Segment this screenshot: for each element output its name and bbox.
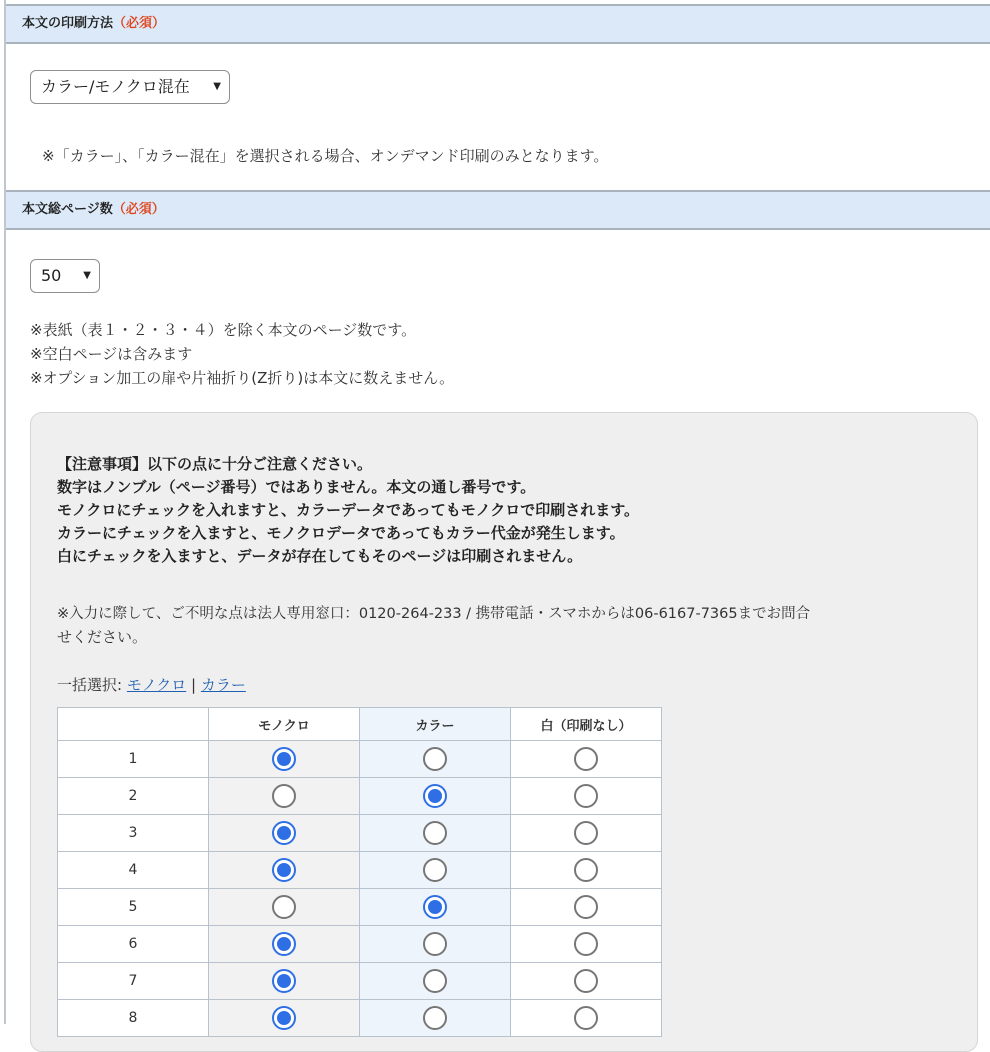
radio-cell-mono	[209, 852, 360, 889]
radio-cell-blank	[511, 889, 662, 926]
radio-mono[interactable]	[272, 895, 296, 919]
radio-mono[interactable]	[272, 932, 296, 956]
table-row	[58, 815, 662, 852]
radio-cell-color	[360, 1000, 511, 1037]
radio-cell-mono	[209, 778, 360, 815]
radio-color[interactable]	[423, 969, 447, 993]
radio-mono[interactable]	[272, 784, 296, 808]
page-number-cell: 4	[58, 852, 209, 889]
radio-cell-color	[360, 778, 511, 815]
radio-cell-blank	[511, 815, 662, 852]
caution-box	[30, 412, 978, 1052]
caution-line: カラーにチェックを入ますと、モノクロデータであってもカラー代金が発生します。	[57, 524, 625, 542]
radio-blank[interactable]	[574, 821, 598, 845]
bulk-select-label: 一括選択:	[57, 676, 127, 694]
radio-cell-mono	[209, 963, 360, 1000]
radio-mono[interactable]	[272, 821, 296, 845]
chevron-down-icon: ▼	[213, 81, 221, 92]
page-number-cell: 2	[58, 778, 209, 815]
page-number-cell: 7	[58, 963, 209, 1000]
radio-cell-color	[360, 815, 511, 852]
print-method-select[interactable]	[30, 70, 230, 104]
radio-cell-color	[360, 926, 511, 963]
radio-color[interactable]	[423, 932, 447, 956]
radio-cell-mono	[209, 1000, 360, 1037]
radio-color[interactable]	[423, 1006, 447, 1030]
radio-cell-mono	[209, 815, 360, 852]
bulk-select-separator: |	[186, 676, 201, 694]
page-number-cell: 5	[58, 889, 209, 926]
bulk-select-color-link[interactable]: カラー	[200, 676, 246, 694]
radio-cell-blank	[511, 926, 662, 963]
radio-cell-mono	[209, 926, 360, 963]
required-mark: （必須）	[113, 16, 166, 31]
radio-blank[interactable]	[574, 969, 598, 993]
table-row	[58, 852, 662, 889]
radio-cell-color	[360, 889, 511, 926]
caution-heading: 【注意事項】以下の点に十分ご注意ください。	[57, 455, 373, 473]
print-method-select-value: カラー/モノクロ混在	[41, 77, 190, 96]
radio-color[interactable]	[423, 858, 447, 882]
page-count-note-3: ※オプション加工の扉や片袖折り(Z折り)は本文に数えません。	[30, 369, 455, 387]
radio-cell-mono	[209, 889, 360, 926]
radio-cell-color	[360, 741, 511, 778]
contact-note-line-2: せください。	[57, 628, 148, 646]
radio-cell-color	[360, 963, 511, 1000]
table-row	[58, 926, 662, 963]
radio-blank[interactable]	[574, 932, 598, 956]
radio-blank[interactable]	[574, 1006, 598, 1030]
page-number-cell: 6	[58, 926, 209, 963]
section-title: 本文の印刷方法	[22, 16, 114, 31]
header-blank: 白（印刷なし）	[511, 708, 662, 741]
header-mono: モノクロ	[209, 708, 360, 741]
radio-blank[interactable]	[574, 784, 598, 808]
radio-cell-blank	[511, 852, 662, 889]
table-row	[58, 778, 662, 815]
print-method-note: ※「カラー」、「カラー混在」を選択される場合、オンデマンド印刷のみとなります。	[42, 147, 609, 165]
section-header-print-method	[6, 4, 990, 44]
contact-note-line-1: ※入力に際して、ご不明な点は法人専用窓口：0120-264-233 / 携帯電話・スマホからは06-6167-7365までお問合	[57, 606, 811, 622]
chevron-down-icon: ▼	[83, 270, 91, 281]
table-row	[58, 1000, 662, 1037]
radio-blank[interactable]	[574, 895, 598, 919]
radio-cell-mono	[209, 741, 360, 778]
radio-color[interactable]	[423, 821, 447, 845]
radio-mono[interactable]	[272, 858, 296, 882]
table-header-row	[58, 708, 662, 741]
page-number-cell: 3	[58, 815, 209, 852]
radio-blank[interactable]	[574, 747, 598, 771]
radio-cell-blank	[511, 963, 662, 1000]
section-header-page-count	[6, 190, 990, 230]
radio-mono[interactable]	[272, 747, 296, 771]
header-color: カラー	[360, 708, 511, 741]
page-count-note-2: ※空白ページは含みます	[30, 345, 193, 363]
header-page-number	[58, 708, 209, 741]
radio-color[interactable]	[423, 895, 447, 919]
required-mark: （必須）	[112, 202, 165, 217]
page-count-select-value: 50	[41, 266, 62, 285]
page-number-cell: 1	[58, 741, 209, 778]
radio-cell-blank	[511, 741, 662, 778]
radio-cell-color	[360, 852, 511, 889]
radio-blank[interactable]	[574, 858, 598, 882]
radio-cell-blank	[511, 1000, 662, 1037]
table-row	[58, 741, 662, 778]
page-count-select[interactable]	[30, 259, 100, 293]
bulk-select-mono-link[interactable]: モノクロ	[126, 676, 187, 694]
radio-cell-blank	[511, 778, 662, 815]
caution-line: 白にチェックを入ますと、データが存在してもそのページは印刷されません。	[57, 547, 583, 565]
radio-mono[interactable]	[272, 1006, 296, 1030]
caution-line: モノクロにチェックを入れますと、カラーデータであってもモノクロで印刷されます。	[57, 501, 640, 519]
page-color-table	[57, 707, 662, 1037]
radio-color[interactable]	[423, 747, 447, 771]
page-number-cell: 8	[58, 1000, 209, 1037]
section-title: 本文総ページ数	[22, 202, 113, 217]
radio-mono[interactable]	[272, 969, 296, 993]
page-count-note-1: ※表紙（表１・２・３・４）を除く本文のページ数です。	[30, 321, 417, 339]
form-frame	[4, 0, 990, 1024]
radio-color[interactable]	[423, 784, 447, 808]
caution-line: 数字はノンブル（ページ番号）ではありません。本文の通し番号です。	[57, 478, 536, 496]
table-row	[58, 889, 662, 926]
table-row	[58, 963, 662, 1000]
bulk-select	[57, 674, 246, 695]
